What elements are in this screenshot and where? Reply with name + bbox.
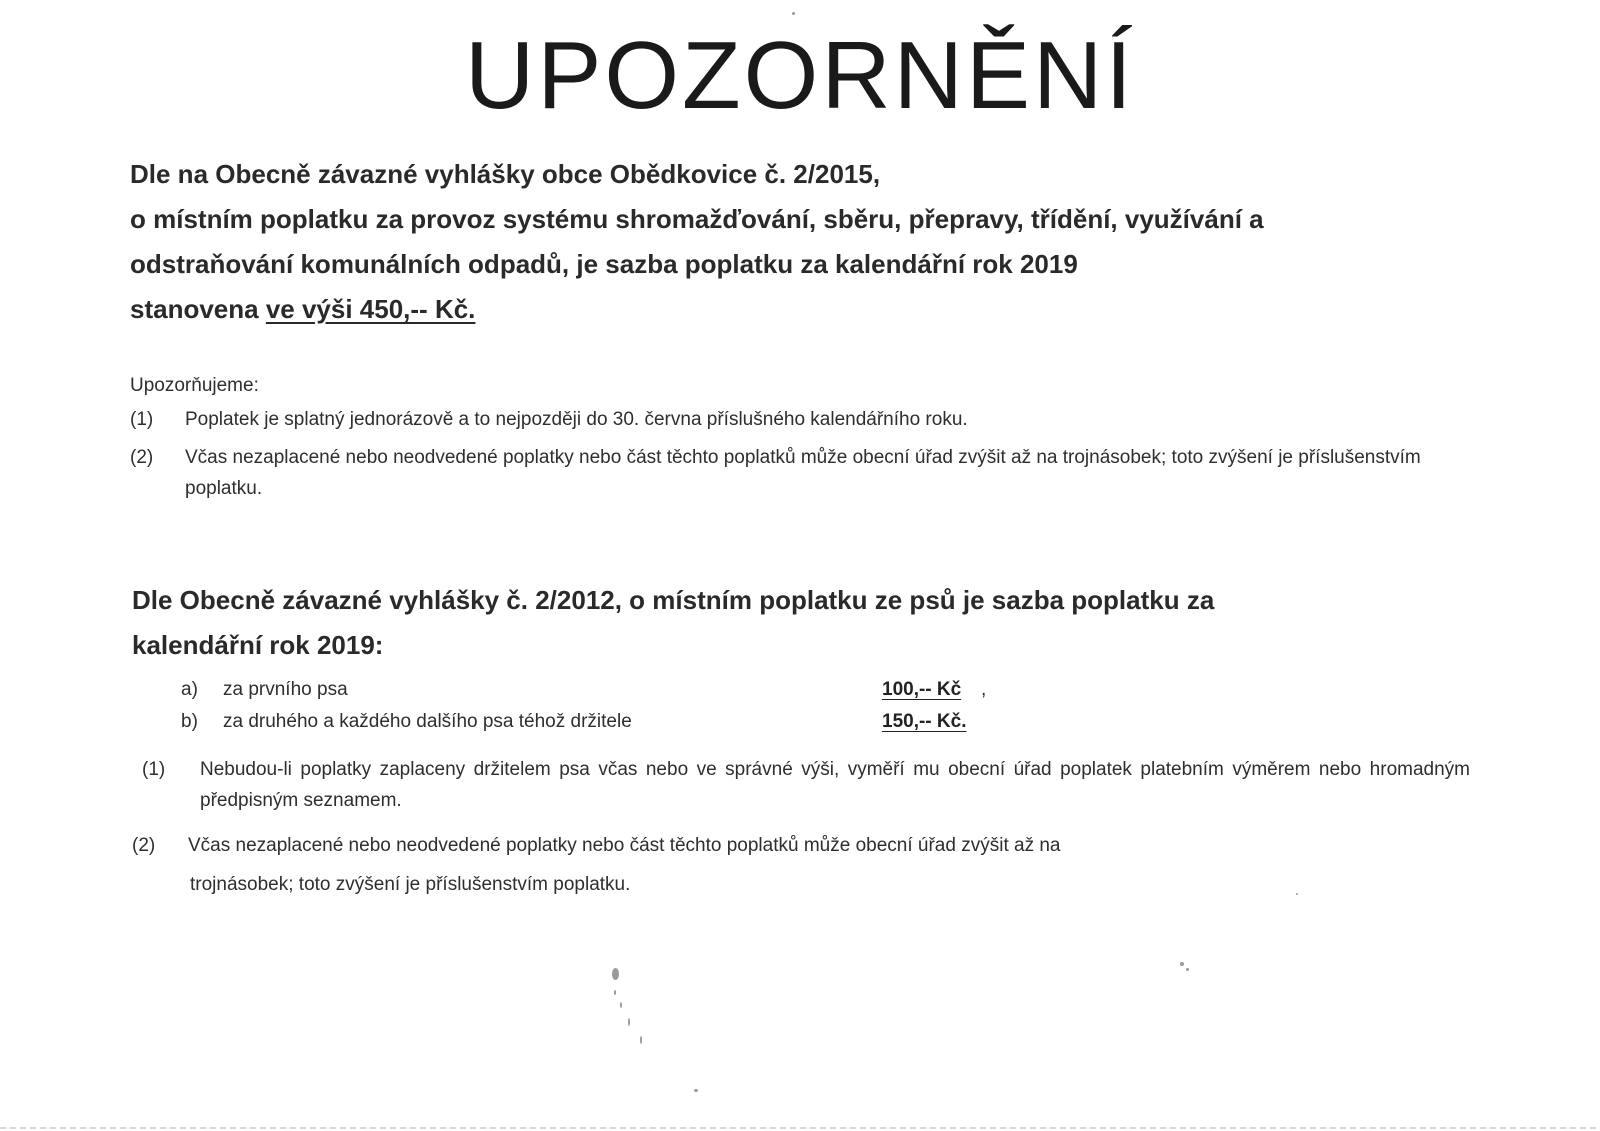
dog-notice-item-2-number: (2) (132, 835, 156, 856)
waste-notice-item-1-number: (1) (130, 409, 154, 430)
scan-speck (792, 12, 795, 15)
dog-notice-item-2-continuation: trojnásobek; toto zvýšení je příslušenstvím poplatku. (190, 874, 631, 895)
waste-notice-item-1 (130, 404, 1450, 436)
dog-notice-item-1-text: Nebudou-li poplatky zaplaceny držitelem psa včas nebo ve správné výši, vyměří mu obecní úřad poplatek platebním výměrem nebo hromadným předpisným seznamem. (200, 759, 1470, 811)
fee-row-amount: 150,-- Kč. (882, 711, 967, 732)
scan-speck (1296, 893, 1298, 895)
fee-row-suffix: , (981, 679, 987, 700)
dog-notice-item-1-number: (1) (142, 759, 166, 780)
scan-speck (612, 968, 619, 980)
dog-fee-paragraph (132, 578, 1532, 668)
waste-fee-line-2: o místním poplatku za provoz systému shromažďování, sběru, přepravy, třídění, využívání a (130, 204, 1264, 234)
waste-fee-line-4-prefix: stanovena (130, 294, 266, 324)
scan-speck (620, 1002, 622, 1008)
waste-fee-line-3: odstraňování komunálních odpadů, je sazba poplatku za kalendářní rok 2019 (130, 249, 1078, 279)
waste-notice-item-1-text: Poplatek je splatný jednorázově a to nejpozději do 30. června příslušného kalendářního roku. (185, 409, 968, 430)
waste-notice-item-2-number: (2) (130, 447, 154, 468)
scan-speck (614, 990, 616, 995)
page-title: UPOZORNĚNÍ (464, 22, 1136, 129)
scan-speck (640, 1036, 642, 1044)
fee-row-amount (882, 679, 961, 701)
waste-notice-item-2 (130, 442, 1450, 506)
fee-row-label: za druhého a každého dalšího psa téhož držitele (223, 711, 632, 732)
fee-row-letter: b) (181, 711, 198, 732)
fee-row-amount-value: 100,-- Kč (882, 679, 962, 700)
scan-speck (1186, 968, 1189, 971)
waste-notice-item-2-text: Včas nezaplacené nebo neodvedené poplatky nebo část těchto poplatků může obecní úřad zvýšit až na trojnásobek; toto zvýšení je příslušenstvím poplatku. (185, 447, 1421, 499)
scan-bottom-edge (0, 1127, 1600, 1129)
waste-fee-line-1: Dle na Obecně závazné vyhlášky obce Obědkovice č. 2/2015, (130, 159, 881, 189)
notice-label: Upozorňujeme: (130, 375, 259, 396)
dog-notice-item-2-text: Včas nezaplacené nebo neodvedené poplatky nebo část těchto poplatků může obecní úřad zvýšit až na (188, 835, 1061, 856)
fee-row-first-dog (181, 679, 1081, 709)
dog-notice-item-1 (142, 754, 1472, 818)
scan-speck (628, 1018, 630, 1026)
fee-row-letter: a) (181, 679, 198, 700)
waste-fee-amount: ve výši 450,-- Kč. (265, 294, 476, 324)
waste-fee-line-4 (130, 287, 1530, 332)
waste-fee-paragraph (130, 152, 1530, 332)
fee-row-additional-dog (181, 711, 1081, 741)
dog-notice-item-2 (132, 830, 1462, 862)
fee-row-label: za prvního psa (223, 679, 348, 700)
dog-fee-line-2: kalendářní rok 2019: (132, 630, 384, 660)
scan-speck (1180, 962, 1184, 966)
scan-speck (694, 1089, 698, 1092)
dog-fee-line-1: Dle Obecně závazné vyhlášky č. 2/2012, o místním poplatku ze psů je sazba poplatku za (132, 585, 1215, 615)
